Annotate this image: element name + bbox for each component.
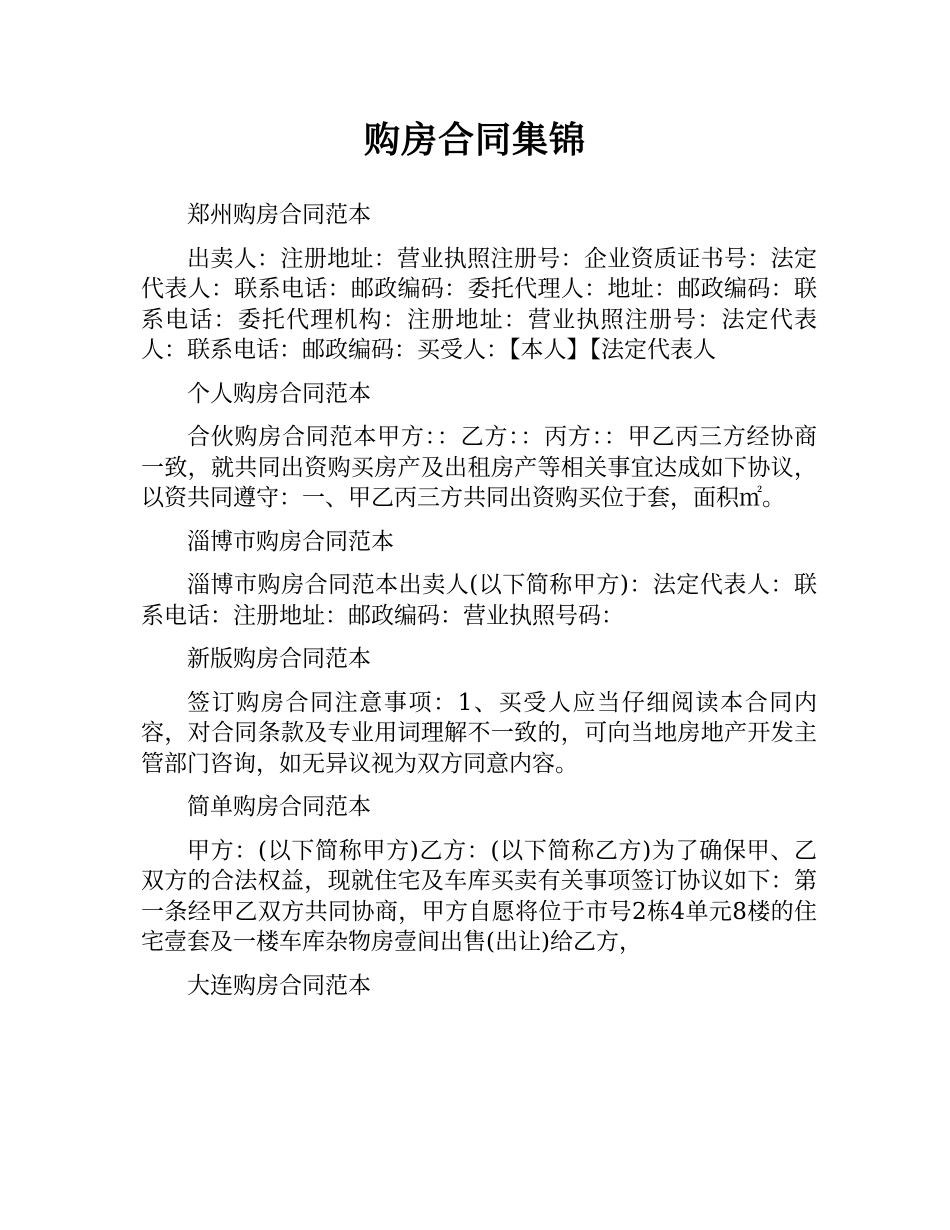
document-body bbox=[141, 200, 817, 1014]
section-heading: 简单购房合同范本 bbox=[187, 794, 371, 820]
body-paragraph: 淄博市购房合同范本出卖人(以下简称甲方)：法定代表人：联系电话：注册地址：邮政编码：营业执照号码： bbox=[141, 572, 817, 629]
body-paragraph: 甲方：(以下简称甲方)乙方：(以下简称乙方)为了确保甲、乙双方的合法权益，现就住宅及车库买卖有关事项签订协议如下：第一条经甲乙双方共同协商，甲方自愿将位于市号2栋4单元8楼的住宅壹套及一楼车库杂物房壹间出售(出让)给乙方， bbox=[141, 837, 817, 955]
document-title: 购房合同集锦 bbox=[363, 120, 586, 161]
section-heading: 个人购房合同范本 bbox=[187, 380, 371, 407]
body-paragraph: 合伙购房合同范本甲方：：乙方：：丙方：：甲乙丙三方经协商一致，就共同出资购买房产及出租房产等相关事宜达成如下协议，以资共同遵守：一、甲乙丙三方共同出资购买位于套，面积㎡。 bbox=[141, 424, 817, 511]
section-heading: 郑州购房合同范本 bbox=[187, 202, 371, 228]
section-heading: 大连购房合同范本 bbox=[187, 972, 371, 999]
body-paragraph: 签订购房合同注意事项：1、买受人应当仔细阅读本合同内容，对合同条款及专业用词理解不一致的，可向当地房地产开发主管部门咨询，如无异议视为双方同意内容。 bbox=[141, 689, 817, 777]
section-heading: 淄博市购房合同范本 bbox=[187, 528, 394, 555]
section-heading: 新版购房合同范本 bbox=[187, 646, 371, 672]
body-paragraph: 出卖人：注册地址：营业执照注册号：企业资质证书号：法定代表人：联系电话：邮政编码：委托代理人：地址：邮政编码：联系电话：委托代理机构：注册地址：营业执照注册号：法定代表人：联系电话：邮政编码：买受人：【本人】【法定代表人 bbox=[141, 245, 817, 363]
